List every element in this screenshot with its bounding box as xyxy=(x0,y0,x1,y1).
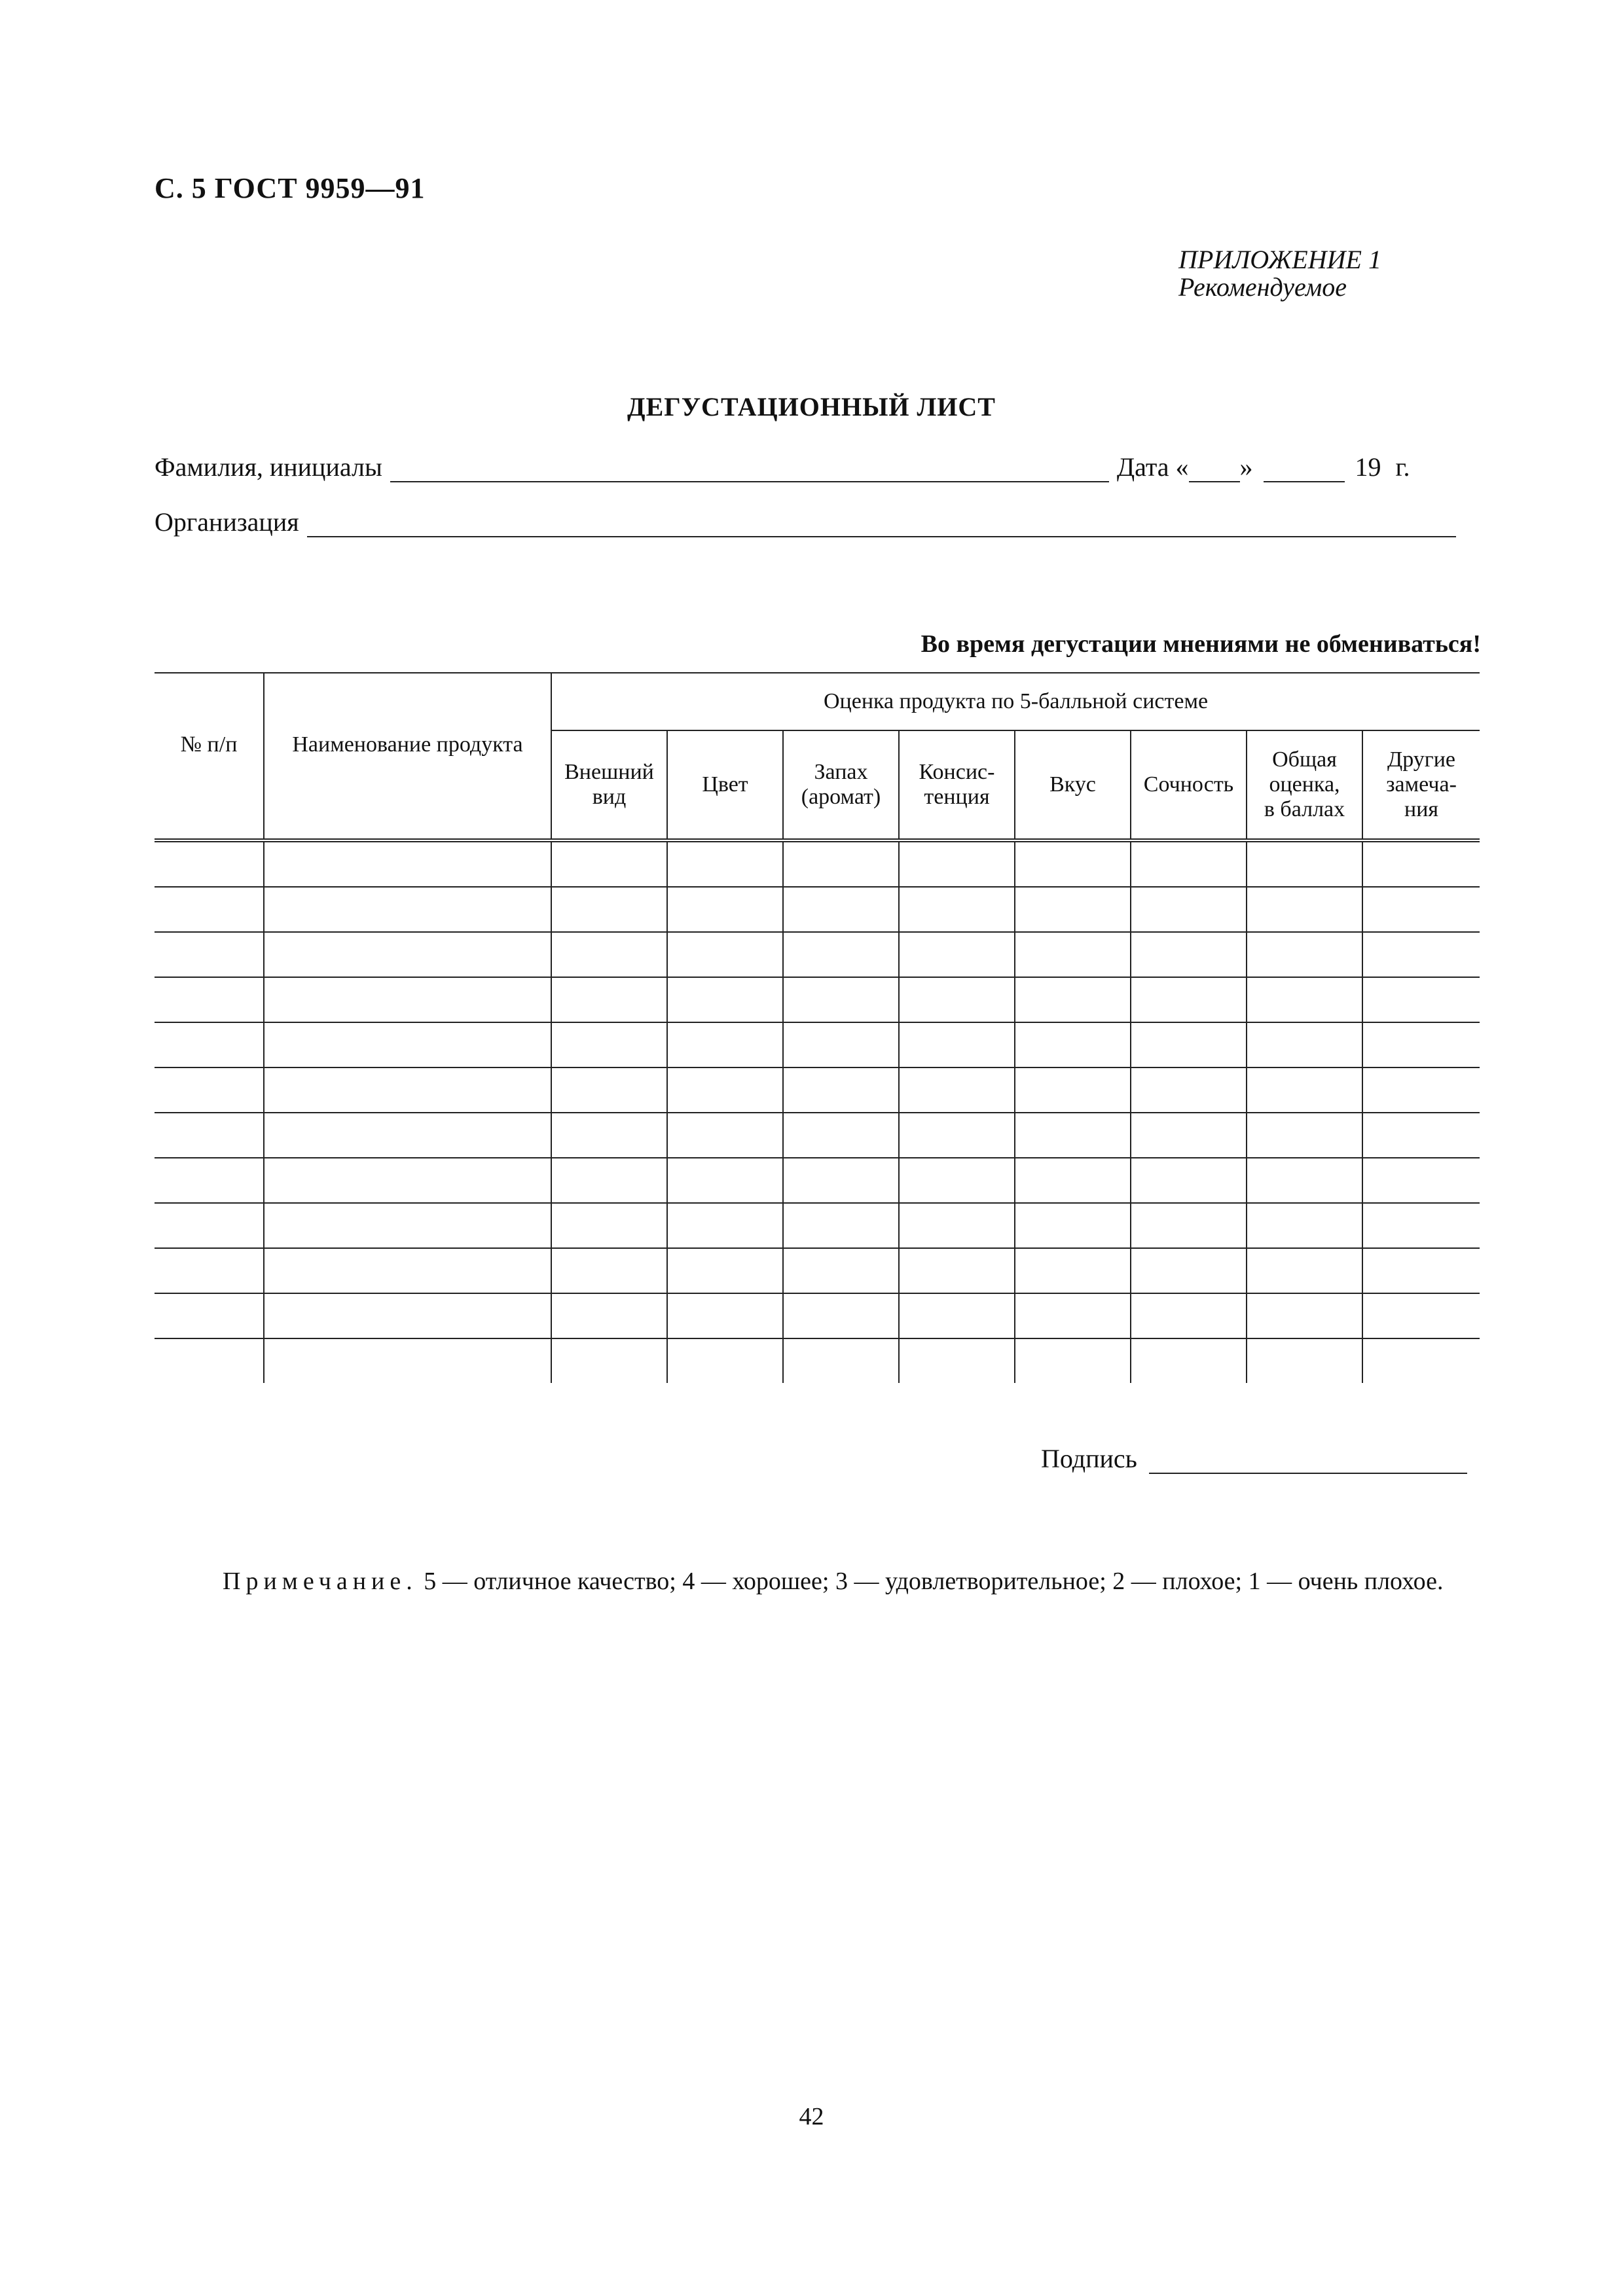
table-cell[interactable] xyxy=(1247,1248,1362,1293)
table-cell[interactable] xyxy=(1015,1338,1131,1383)
table-cell[interactable] xyxy=(264,1113,551,1158)
table-cell[interactable] xyxy=(667,1293,783,1338)
table-cell[interactable] xyxy=(1015,1203,1131,1248)
table-cell[interactable] xyxy=(1131,932,1247,977)
signature-field[interactable] xyxy=(1149,1450,1467,1474)
table-cell[interactable] xyxy=(783,932,899,977)
year-suffix: г. xyxy=(1395,452,1410,482)
table-cell[interactable] xyxy=(1247,932,1362,977)
table-row xyxy=(155,840,1480,887)
table-cell[interactable] xyxy=(1131,1067,1247,1113)
table-cell[interactable] xyxy=(264,1067,551,1113)
table-cell[interactable] xyxy=(1247,1113,1362,1158)
table-cell[interactable] xyxy=(783,887,899,932)
header-subcolumn xyxy=(551,730,667,840)
table-cell[interactable] xyxy=(1362,1293,1480,1338)
table-cell[interactable] xyxy=(667,887,783,932)
table-cell[interactable] xyxy=(264,1158,551,1203)
header-subcolumn-line: тенция xyxy=(924,785,990,809)
organization-row xyxy=(155,507,1465,537)
table-row xyxy=(155,1067,1480,1113)
table-body xyxy=(155,840,1480,1383)
table-cell[interactable] xyxy=(1015,1022,1131,1067)
signature-label: Подпись xyxy=(1041,1444,1137,1473)
table-cell[interactable] xyxy=(155,1022,264,1067)
note-text: 5 — отличное качество; 4 — хорошее; 3 — удовлетворительное; 2 — плохое; 1 — очень плохое. xyxy=(417,1568,1444,1595)
table-cell[interactable] xyxy=(1015,977,1131,1022)
table-row xyxy=(155,1022,1480,1067)
name-label: Фамилия, инициалы xyxy=(155,452,382,482)
table-cell[interactable] xyxy=(1362,1022,1480,1067)
table-cell[interactable] xyxy=(1362,1113,1480,1158)
table-cell[interactable] xyxy=(899,1158,1015,1203)
table-cell[interactable] xyxy=(667,1203,783,1248)
table-cell[interactable] xyxy=(1015,887,1131,932)
table-cell[interactable] xyxy=(783,1248,899,1293)
table-cell[interactable] xyxy=(899,1293,1015,1338)
header-subcolumn xyxy=(783,730,899,840)
table-cell[interactable] xyxy=(1362,1158,1480,1203)
table-row xyxy=(155,1338,1480,1383)
table-cell[interactable] xyxy=(551,1338,667,1383)
header-subcolumn xyxy=(667,730,783,840)
table-cell[interactable] xyxy=(264,1203,551,1248)
table-cell[interactable] xyxy=(899,1248,1015,1293)
header-subcolumn-line: Общая xyxy=(1272,747,1337,772)
tasting-table xyxy=(155,672,1480,1383)
date-day-field[interactable] xyxy=(1189,459,1240,482)
header-subcolumn xyxy=(1247,730,1362,840)
table-cell[interactable] xyxy=(155,932,264,977)
table-cell[interactable] xyxy=(1362,1067,1480,1113)
table-cell[interactable] xyxy=(264,932,551,977)
header-product-name: Наименование продукта xyxy=(264,673,551,840)
table-cell[interactable] xyxy=(899,1113,1015,1158)
table-cell[interactable] xyxy=(783,1293,899,1338)
header-subcolumn-line: Внешний xyxy=(564,760,654,784)
organization-label: Организация xyxy=(155,507,299,537)
table-cell[interactable] xyxy=(264,1293,551,1338)
header-subcolumn-line: Другие xyxy=(1387,747,1456,772)
header-subcolumn-line: оценка, xyxy=(1269,772,1340,797)
table-cell[interactable] xyxy=(155,1293,264,1338)
table-cell[interactable] xyxy=(667,1158,783,1203)
header-subcolumn-line: Вкус xyxy=(1049,772,1096,797)
header-score-group: Оценка продукта по 5-балльной системе xyxy=(551,673,1480,730)
table-cell[interactable] xyxy=(899,840,1015,887)
table-cell[interactable] xyxy=(155,1248,264,1293)
table-cell[interactable] xyxy=(1247,977,1362,1022)
table-cell[interactable] xyxy=(1015,1113,1131,1158)
table-cell[interactable] xyxy=(899,1022,1015,1067)
table-cell[interactable] xyxy=(667,1022,783,1067)
table-cell[interactable] xyxy=(551,977,667,1022)
table-cell[interactable] xyxy=(1015,932,1131,977)
table-cell[interactable] xyxy=(551,887,667,932)
table-cell[interactable] xyxy=(551,840,667,887)
table-cell[interactable] xyxy=(1362,1338,1480,1383)
table-cell[interactable] xyxy=(155,1113,264,1158)
name-field[interactable] xyxy=(390,459,1109,482)
header-subcolumn-line: в баллах xyxy=(1264,797,1345,821)
header-subcolumn-line: Запах xyxy=(814,760,868,784)
table-cell[interactable] xyxy=(264,887,551,932)
table-cell[interactable] xyxy=(899,932,1015,977)
table-cell[interactable] xyxy=(783,840,899,887)
table-cell[interactable] xyxy=(155,1338,264,1383)
header-subcolumn-line: ния xyxy=(1404,797,1439,821)
appendix-label: ПРИЛОЖЕНИЕ 1 xyxy=(1178,245,1381,274)
signature-row xyxy=(1041,1443,1467,1474)
table-cell[interactable] xyxy=(783,1067,899,1113)
table-cell[interactable] xyxy=(1362,887,1480,932)
table-cell[interactable] xyxy=(551,1203,667,1248)
header-subcolumn-line: Консис- xyxy=(919,760,995,784)
table-cell[interactable] xyxy=(551,1022,667,1067)
table-cell[interactable] xyxy=(551,1158,667,1203)
date-mid: » xyxy=(1239,452,1253,482)
table-cell[interactable] xyxy=(899,977,1015,1022)
table-cell[interactable] xyxy=(264,1248,551,1293)
table-cell[interactable] xyxy=(1131,840,1247,887)
table-cell[interactable] xyxy=(1362,1203,1480,1248)
table-cell[interactable] xyxy=(1247,1067,1362,1113)
header-subcolumn xyxy=(1362,730,1480,840)
table-cell[interactable] xyxy=(1131,1248,1247,1293)
table-cell[interactable] xyxy=(1131,1022,1247,1067)
table-cell[interactable] xyxy=(551,932,667,977)
table-cell[interactable] xyxy=(155,1067,264,1113)
table-cell[interactable] xyxy=(551,1293,667,1338)
table-cell[interactable] xyxy=(783,1203,899,1248)
table-row xyxy=(155,1113,1480,1158)
table-cell[interactable] xyxy=(551,1067,667,1113)
organization-field[interactable] xyxy=(307,514,1456,537)
document-title: ДЕГУСТАЦИОННЫЙ ЛИСТ xyxy=(627,392,996,422)
header-subcolumn-line: Сочность xyxy=(1143,772,1234,797)
table-cell[interactable] xyxy=(1015,840,1131,887)
table-cell[interactable] xyxy=(667,1338,783,1383)
table-cell[interactable] xyxy=(899,887,1015,932)
date-prefix: Дата « xyxy=(1116,452,1189,482)
table-cell[interactable] xyxy=(1247,1158,1362,1203)
table-cell[interactable] xyxy=(1131,1293,1247,1338)
table-cell[interactable] xyxy=(551,1248,667,1293)
table-cell[interactable] xyxy=(899,1067,1015,1113)
table-cell[interactable] xyxy=(155,1158,264,1203)
table-cell[interactable] xyxy=(1131,1158,1247,1203)
table-cell[interactable] xyxy=(1247,1022,1362,1067)
header-subcolumn-line: вид xyxy=(592,785,627,809)
table-row xyxy=(155,887,1480,932)
table-row xyxy=(155,932,1480,977)
table-cell[interactable] xyxy=(1362,932,1480,977)
header-subcolumn xyxy=(1015,730,1131,840)
header-subcolumn-line: Цвет xyxy=(702,772,748,797)
table-cell[interactable] xyxy=(667,977,783,1022)
table-cell[interactable] xyxy=(1015,1158,1131,1203)
table-cell[interactable] xyxy=(1131,1338,1247,1383)
note-label: Примечание. xyxy=(223,1568,418,1595)
table-cell[interactable] xyxy=(155,977,264,1022)
table-cell[interactable] xyxy=(783,1022,899,1067)
page-number: 42 xyxy=(799,2103,824,2130)
name-date-row xyxy=(155,452,1465,482)
table-cell[interactable] xyxy=(667,1067,783,1113)
table-cell[interactable] xyxy=(155,1203,264,1248)
table-cell[interactable] xyxy=(1362,840,1480,887)
header-subcolumn-line: замеча- xyxy=(1386,772,1457,797)
warning-note: Во время дегустации мнениями не обмениваться! xyxy=(921,630,1481,658)
table-cell[interactable] xyxy=(783,1113,899,1158)
header-subcolumn xyxy=(899,730,1015,840)
table-cell[interactable] xyxy=(1131,887,1247,932)
table-row xyxy=(155,1248,1480,1293)
table-row xyxy=(155,977,1480,1022)
table-cell[interactable] xyxy=(155,887,264,932)
table-row xyxy=(155,1158,1480,1203)
table-cell[interactable] xyxy=(1247,1203,1362,1248)
table-cell[interactable] xyxy=(1362,977,1480,1022)
table-cell[interactable] xyxy=(667,840,783,887)
table-cell[interactable] xyxy=(1131,1113,1247,1158)
table-cell[interactable] xyxy=(155,840,264,887)
year-prefix: 19 xyxy=(1355,452,1381,482)
table-cell[interactable] xyxy=(1015,1067,1131,1113)
date-month-field[interactable] xyxy=(1264,459,1345,482)
header-subcolumn-line: (аромат) xyxy=(801,785,881,809)
appendix-status: Рекомендуемое xyxy=(1178,272,1347,302)
table-cell[interactable] xyxy=(264,1022,551,1067)
table-cell[interactable] xyxy=(667,1248,783,1293)
table-cell[interactable] xyxy=(1247,840,1362,887)
table-cell[interactable] xyxy=(1131,1203,1247,1248)
table-cell[interactable] xyxy=(551,1113,667,1158)
header-number: № п/п xyxy=(155,673,264,840)
table-cell[interactable] xyxy=(264,1338,551,1383)
table-cell[interactable] xyxy=(783,977,899,1022)
table-cell[interactable] xyxy=(667,1113,783,1158)
table-cell[interactable] xyxy=(899,1203,1015,1248)
table-cell[interactable] xyxy=(264,977,551,1022)
table-cell[interactable] xyxy=(899,1338,1015,1383)
header-subcolumn xyxy=(1131,730,1247,840)
table-row xyxy=(155,1293,1480,1338)
appendix-block xyxy=(1178,246,1481,301)
table-cell[interactable] xyxy=(783,1338,899,1383)
standard-header: С. 5 ГОСТ 9959—91 xyxy=(155,172,426,204)
footnote xyxy=(155,1568,1480,1595)
table-cell[interactable] xyxy=(1247,1338,1362,1383)
table-cell[interactable] xyxy=(1015,1293,1131,1338)
table-cell[interactable] xyxy=(264,840,551,887)
table-cell[interactable] xyxy=(1362,1248,1480,1293)
table-cell[interactable] xyxy=(1131,977,1247,1022)
table-cell[interactable] xyxy=(1247,887,1362,932)
table-cell[interactable] xyxy=(783,1158,899,1203)
table-cell[interactable] xyxy=(1247,1293,1362,1338)
table-cell[interactable] xyxy=(667,932,783,977)
table-cell[interactable] xyxy=(1015,1248,1131,1293)
table-row xyxy=(155,1203,1480,1248)
